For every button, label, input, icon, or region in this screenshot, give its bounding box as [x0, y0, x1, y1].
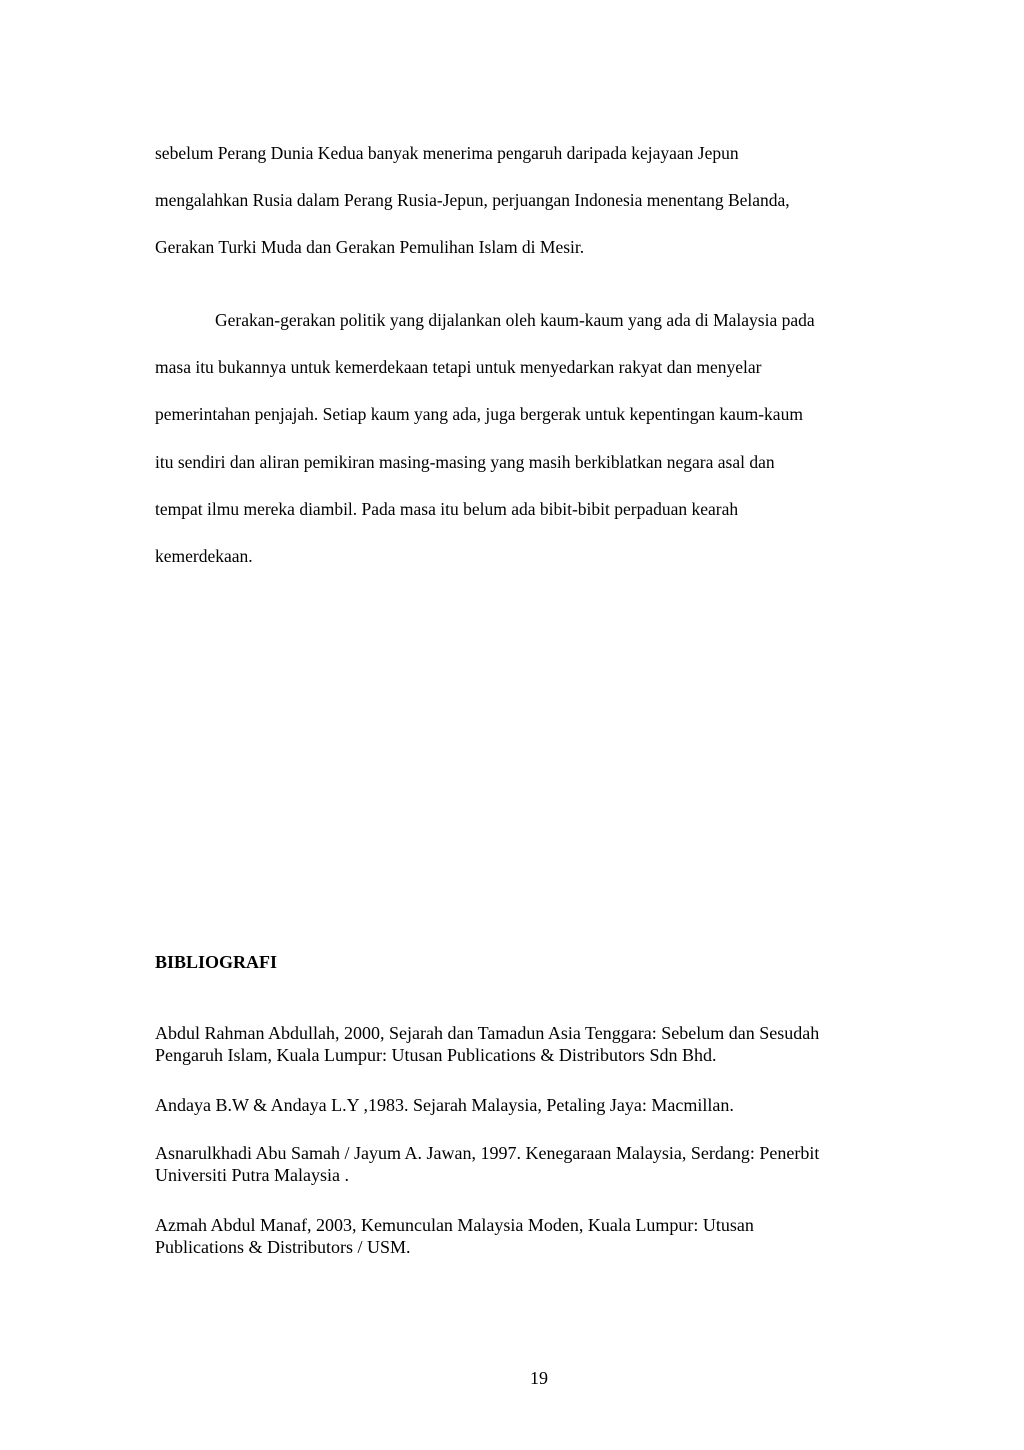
- body-text-line: kemerdekaan.: [155, 546, 253, 566]
- bibliography-entry: [155, 1214, 754, 1258]
- body-text-line: Gerakan Turki Muda dan Gerakan Pemulihan Islam di Mesir.: [155, 237, 585, 257]
- bibliography-entry: [155, 1022, 819, 1066]
- bibliography-entry-line: Andaya B.W & Andaya L.Y ,1983. Sejarah Malaysia, Petaling Jaya: Macmillan.: [155, 1095, 734, 1115]
- body-text-line: itu sendiri dan aliran pemikiran masing-masing yang masih berkiblatkan negara asal dan: [155, 452, 775, 472]
- bibliography-entry-line: Azmah Abdul Manaf, 2003, Kemunculan Malaysia Moden, Kuala Lumpur: Utusan: [155, 1215, 754, 1235]
- body-text-line: masa itu bukannya untuk kemerdekaan tetapi untuk menyedarkan rakyat dan menyelar: [155, 357, 762, 377]
- body-text-line: Gerakan-gerakan politik yang dijalankan oleh kaum-kaum yang ada di Malaysia pada: [215, 310, 815, 330]
- bibliography-entry: [155, 1142, 819, 1186]
- bibliography-heading: BIBLIOGRAFI: [155, 952, 278, 972]
- bibliography-entry-line: Asnarulkhadi Abu Samah / Jayum A. Jawan, 1997. Kenegaraan Malaysia, Serdang: Penerbit: [155, 1143, 820, 1163]
- body-text-line: mengalahkan Rusia dalam Perang Rusia-Jepun, perjuangan Indonesia menentang Belanda,: [155, 190, 790, 210]
- bibliography-entry: [155, 1094, 734, 1116]
- bibliography-entry-line: Abdul Rahman Abdullah, 2000, Sejarah dan Tamadun Asia Tenggara: Sebelum dan Sesudah: [155, 1023, 820, 1043]
- body-text-line: tempat ilmu mereka diambil. Pada masa itu belum ada bibit-bibit perpaduan kearah: [155, 499, 739, 519]
- body-text-line: pemerintahan penjajah. Setiap kaum yang ada, juga bergerak untuk kepentingan kaum-kaum: [155, 404, 803, 424]
- bibliography-entry-line: Pengaruh Islam, Kuala Lumpur: Utusan Publications & Distributors Sdn Bhd.: [155, 1045, 717, 1065]
- bibliography-entry-line: Publications & Distributors / USM.: [155, 1237, 411, 1257]
- body-text-line: sebelum Perang Dunia Kedua banyak menerima pengaruh daripada kejayaan Jepun: [155, 143, 739, 163]
- bibliography-entry-line: Universiti Putra Malaysia .: [155, 1165, 349, 1185]
- page-number: 19: [530, 1368, 548, 1388]
